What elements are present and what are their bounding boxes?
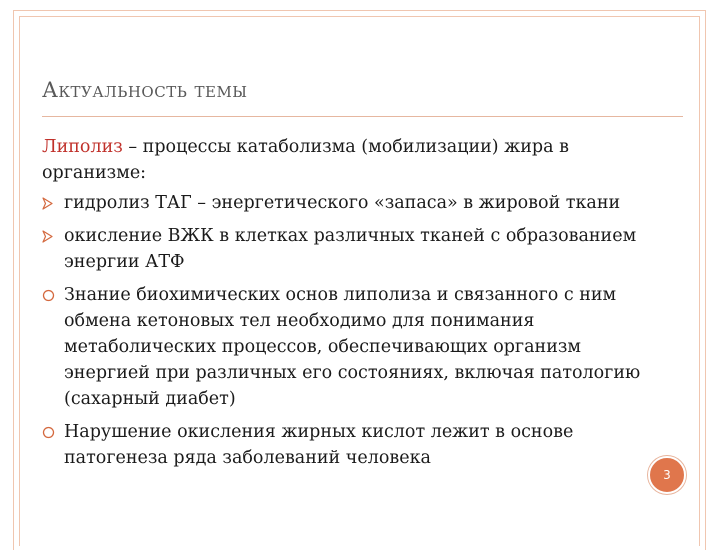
bullet-text: Нарушение окисления жирных кислот лежит в основе патогенеза ряда заболеваний человека: [64, 422, 574, 468]
page-number: 3: [663, 468, 671, 482]
arrow-bullet-icon: [42, 190, 58, 216]
bullet-item: [42, 223, 662, 275]
bullet-item: [42, 419, 662, 471]
slide-content: [42, 134, 662, 478]
arrow-bullet-icon: [42, 223, 58, 249]
circle-bullet-icon: [42, 419, 58, 445]
term-lipoliz: Липолиз: [42, 137, 123, 157]
bullet-text: Знание биохимических основ липолиза и связанного с ним обмена кетоновых тел необходимо для понимания метаболических процессов, обеспечивающих организм энергией при различных его состояниях, включая патологию (сахарный диабет): [64, 285, 641, 409]
slide-title: Актуальность темы: [42, 78, 248, 102]
intro-definition: – процессы катаболизма (мобилизации) жира в организме:: [42, 137, 569, 183]
intro-paragraph: [42, 134, 662, 186]
bullet-item: [42, 282, 662, 412]
circle-bullet-icon: [42, 282, 58, 308]
page-number-badge: [648, 456, 686, 494]
bullet-text: окисление ВЖК в клетках различных тканей с образованием энергии АТФ: [64, 226, 637, 272]
bullet-text: гидролиз ТАГ – энергетического «запаса» в жировой ткани: [64, 193, 621, 213]
title-divider: [42, 116, 683, 117]
bullet-item: [42, 190, 662, 216]
